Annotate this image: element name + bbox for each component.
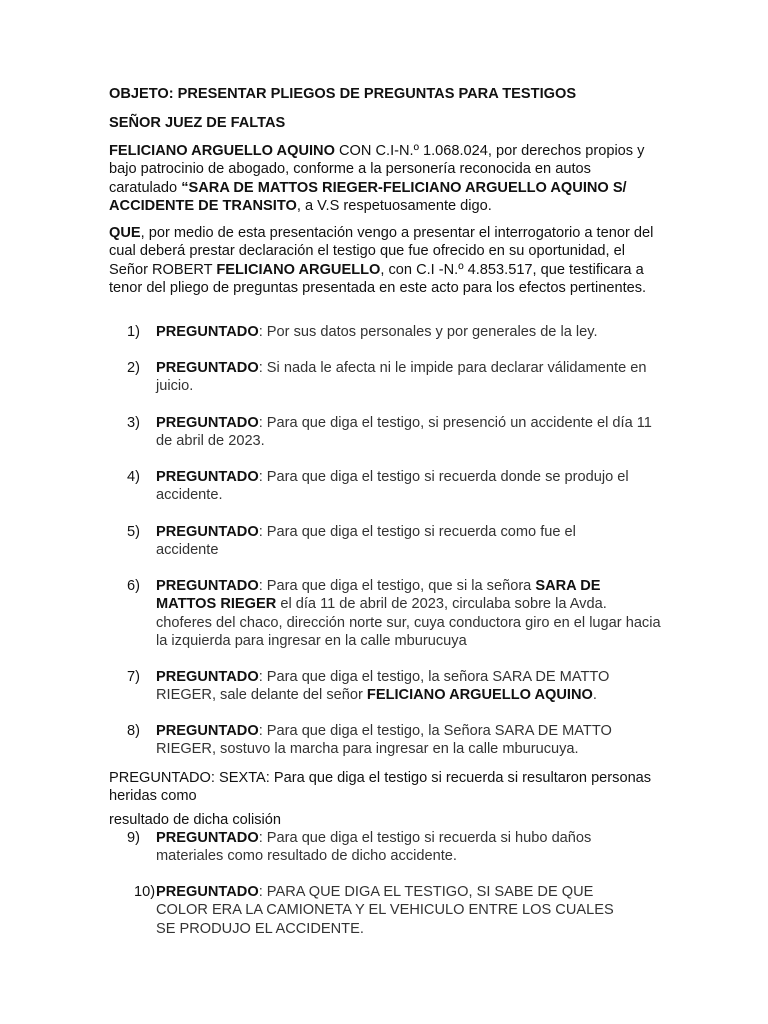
question-text: : Para que diga el testigo, si presenció un accidente el día 11 de abril de 2023.: [156, 415, 652, 450]
intro-paragraph: [109, 142, 661, 216]
question-number: 10): [134, 884, 156, 900]
question-6: [109, 577, 661, 651]
question-label: PREGUNTADO: [156, 469, 259, 485]
question-label: PREGUNTADO: [156, 524, 259, 540]
question-text: : Para que diga el testigo si recuerda si hubo daños materiales como resultado de dicho accidente.: [156, 830, 592, 865]
intro-text-2: , a V.S respetuosamente digo.: [296, 198, 492, 215]
question-number: 5): [127, 524, 140, 540]
question-number: 7): [127, 669, 140, 685]
question-label: PREGUNTADO: [156, 415, 259, 431]
witness-name: FELICIANO ARGUELLO: [216, 261, 381, 278]
question-text: : PARA QUE DIGA EL TESTIGO, SI SABE DE QUE COLOR ERA LA CAMIONETA Y EL VEHICULO ENTRE LOS CUALES SE PRODUJO EL ACCIDENTE.: [156, 884, 614, 937]
question-number: 4): [127, 469, 140, 485]
question-1: [109, 323, 661, 341]
que-text-2: , con C.I -N.º 4.853.517, que testificara a tenor del pliego de preguntas presentada en este acto para los efectos pertinentes.: [109, 261, 647, 297]
question-5: [109, 523, 661, 560]
question-label: PREGUNTADO: [156, 830, 259, 846]
addressee-heading: SEÑOR JUEZ DE FALTAS: [109, 115, 286, 131]
question-text-2: el día 11 de abril de 2023, circulaba sobre la Avda. choferes del chaco, dirección norte sur, cuya conductora giro en el lugar hacia la izquierda para ingresar en la calle mburucuya: [156, 596, 661, 650]
question-3: [109, 414, 661, 451]
question-8: [109, 722, 661, 759]
que-text-1: , por medio de esta presentación vengo a presentar el interrogatorio a tenor del cual deberá prestar declaración el testigo que fue ofrecido en su oportunidad, el Señor ROBERT: [109, 225, 654, 278]
question-9: [109, 829, 661, 866]
question-number: 3): [127, 415, 140, 431]
que-lead: QUE: [109, 225, 141, 241]
question-bold-name: FELICIANO ARGUELLO AQUINO: [366, 687, 593, 704]
intro-text-1: CON C.I-N.º 1.068.024, por derechos propios y bajo patrocinio de abogado, conforme a la personería reconocida en autos caratulado: [109, 143, 645, 196]
question-label: PREGUNTADO: [156, 723, 259, 739]
question-label: PREGUNTADO: [156, 360, 259, 376]
question-text-1: : Para que diga el testigo, que si la señora: [258, 578, 536, 594]
sexta-continuation: resultado de dicha colisión: [109, 812, 281, 828]
question-text: : Para que diga el testigo, la Señora SARA DE MATTO RIEGER, sostuvo la marcha para ingresar en la calle mburucuya.: [156, 723, 612, 758]
question-7: [109, 668, 661, 705]
question-number: 9): [127, 830, 140, 846]
question-text-2: .: [592, 687, 597, 704]
question-label: PREGUNTADO: [156, 324, 259, 340]
objeto-heading: OBJETO: PRESENTAR PLIEGOS DE PREGUNTAS PARA TESTIGOS: [109, 86, 577, 102]
question-text: : Si nada le afecta ni le impide para declarar válidamente en juicio.: [156, 360, 647, 395]
question-label: PREGUNTADO: [156, 669, 259, 685]
question-text: : Para que diga el testigo si recuerda donde se produjo el accidente.: [156, 469, 629, 504]
question-bold-name: SARA DE MATTOS RIEGER: [156, 578, 601, 613]
case-caption: “SARA DE MATTOS RIEGER-FELICIANO ARGUELLO AQUINO S/ ACCIDENTE DE TRANSITO: [109, 179, 627, 215]
question-text: : Para que diga el testigo si recuerda como fue el accidente: [156, 524, 576, 559]
question-10: [109, 883, 661, 938]
question-number: 1): [127, 324, 140, 340]
question-number: 8): [127, 723, 140, 739]
question-label: PREGUNTADO: [156, 578, 259, 594]
sexta-paragraph: PREGUNTADO: SEXTA: Para que diga el testigo si recuerda si resultaron personas heridas como: [109, 770, 652, 805]
question-number: 2): [127, 360, 140, 376]
que-paragraph: [109, 224, 661, 298]
question-number: 6): [127, 578, 140, 594]
petitioner-name: FELICIANO ARGUELLO AQUINO: [109, 143, 335, 159]
question-4: [109, 468, 661, 505]
question-text: : Por sus datos personales y por generales de la ley.: [258, 324, 598, 340]
question-label: PREGUNTADO: [156, 884, 259, 900]
question-text-1: : Para que diga el testigo, la señora SARA DE MATTO RIEGER, sale delante del señor: [156, 669, 610, 704]
question-2: [109, 359, 661, 396]
